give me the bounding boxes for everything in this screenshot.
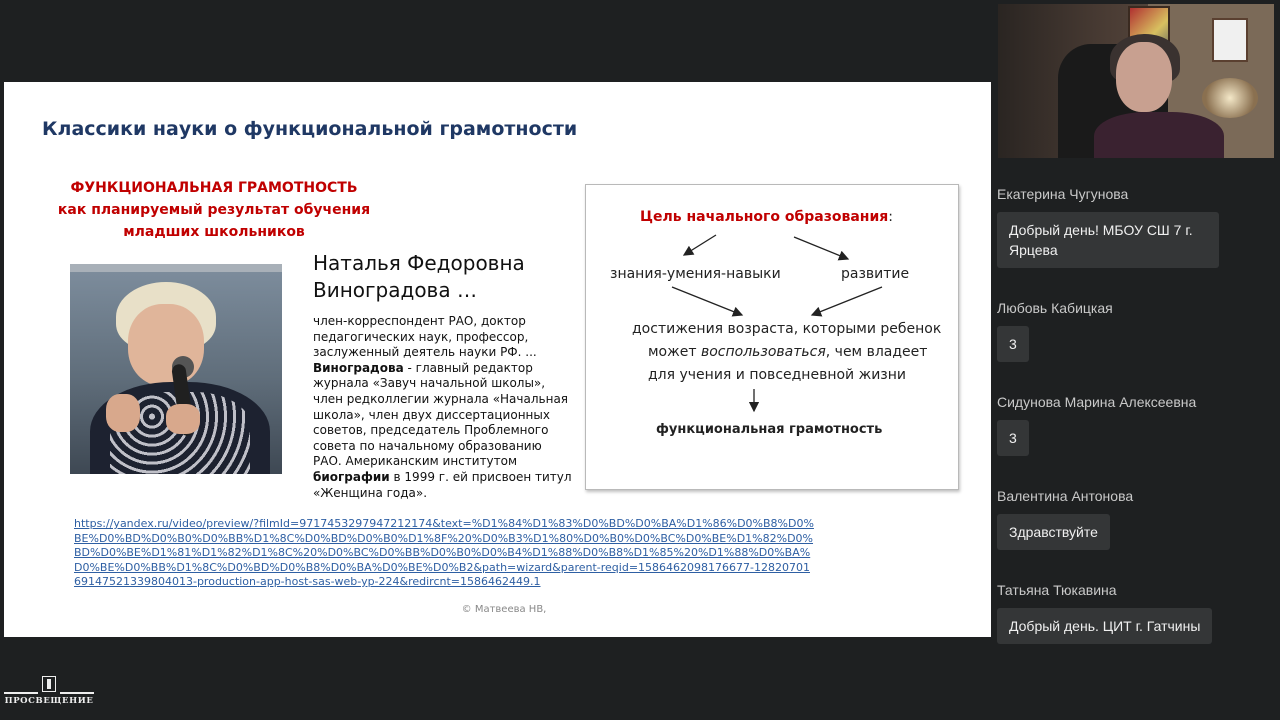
chat-bubble: 3 bbox=[997, 420, 1029, 456]
copyright: © Матвеева НВ, bbox=[461, 604, 547, 615]
chat-bubble: Здравствуйте bbox=[997, 514, 1110, 550]
red-heading-line: ФУНКЦИОНАЛЬНАЯ ГРАМОТНОСТЬ bbox=[70, 180, 358, 196]
prosveshchenie-logo bbox=[4, 676, 94, 706]
red-heading-line: как планируемый результат обучения bbox=[57, 202, 371, 218]
presentation-slide bbox=[4, 82, 991, 637]
chat-author: Сидунова Марина Алексеевна bbox=[997, 394, 1197, 410]
video-link[interactable]: https://yandex.ru/video/preview/?filmId=9717453297947212174&text=%D1%84%D1%83%D0%BD%D0%BA%D1%86%D0%B8%D0%BE%D0%BD%D0%B0%D0%BB%D1%8C%D0%BD%D0%B0%D1%8F%20%D0%B3%D1%80%D0%B0%D0%BC%D0%BE%D1%82%D0%BD%D0%BE%D1%81%D1%82%D1%8C%20%D0%BC%D0%BB%D0%B0%D0%B4%D1%88%D0%B8%D1%85%20%D1%88%D0%BA%D0%BE%D0%BB%D1%8C%D0%BD%D0%B8%D0%BA%D0%BE%D0%B2&path=wizard&parent-reqid=1586462098176677-1282070169147521339804013-production-app-host-sas-web-yp-224&redircnt=1586462449.1 bbox=[74, 517, 814, 588]
chat-message bbox=[997, 394, 1277, 456]
chat-author: Валентина Антонова bbox=[997, 488, 1134, 504]
person-name bbox=[313, 250, 553, 304]
slide-red-heading bbox=[44, 177, 384, 243]
person-bio: член-корреспондент РАО, доктор педагогических наук, профессор, заслуженный деятель науки РФ. ... Виноградова - главный редактор журнала «Завуч начальной школы», член редколлегии журнала «Начальная школа», член двух диссертационных советов, председатель Проблемного совета по начальному образованию РАО. Американским институтом биографии в 1999 г. ей присвоен титул «Женщина года». bbox=[313, 314, 572, 500]
diagram-development: развитие bbox=[841, 266, 910, 282]
education-goal-diagram bbox=[585, 184, 959, 490]
chat-message bbox=[997, 582, 1277, 644]
logo-text: ПРОСВЕЩЕНИЕ bbox=[4, 696, 94, 706]
chat-message bbox=[997, 300, 1277, 362]
diagram-result: функциональная грамотность bbox=[656, 422, 883, 437]
speaker-photo bbox=[70, 264, 282, 474]
diagram-arrows bbox=[586, 185, 958, 489]
diagram-text-line: достижения возраста, которыми ребенок bbox=[632, 321, 942, 337]
chat-bubble: 3 bbox=[997, 326, 1029, 362]
person-name-line2: Виноградова … bbox=[313, 278, 477, 302]
slide-title: Классики науки о функциональной грамотности bbox=[42, 118, 578, 140]
webcam-video bbox=[998, 4, 1274, 158]
chat-message bbox=[997, 488, 1277, 550]
chat-bubble: Добрый день. ЦИТ г. Гатчины bbox=[997, 608, 1212, 644]
diagram-skills: знания-умения-навыки bbox=[610, 266, 781, 282]
chat-author: Екатерина Чугунова bbox=[997, 186, 1129, 202]
diagram-goal: Цель начального образования: bbox=[640, 209, 893, 225]
red-heading-line: младших школьников bbox=[123, 224, 305, 240]
chat-bubble: Добрый день! МБОУ СШ 7 г. Ярцева bbox=[997, 212, 1219, 268]
chat-message bbox=[997, 186, 1277, 268]
chat-author: Любовь Кабицкая bbox=[997, 300, 1113, 316]
chat-author: Татьяна Тюкавина bbox=[997, 582, 1117, 598]
person-name-line1: Наталья Федоровна bbox=[313, 251, 525, 275]
diagram-text-line: для учения и повседневной жизни bbox=[648, 367, 906, 383]
diagram-text-line: может воспользоваться, чем владеет bbox=[648, 344, 928, 360]
